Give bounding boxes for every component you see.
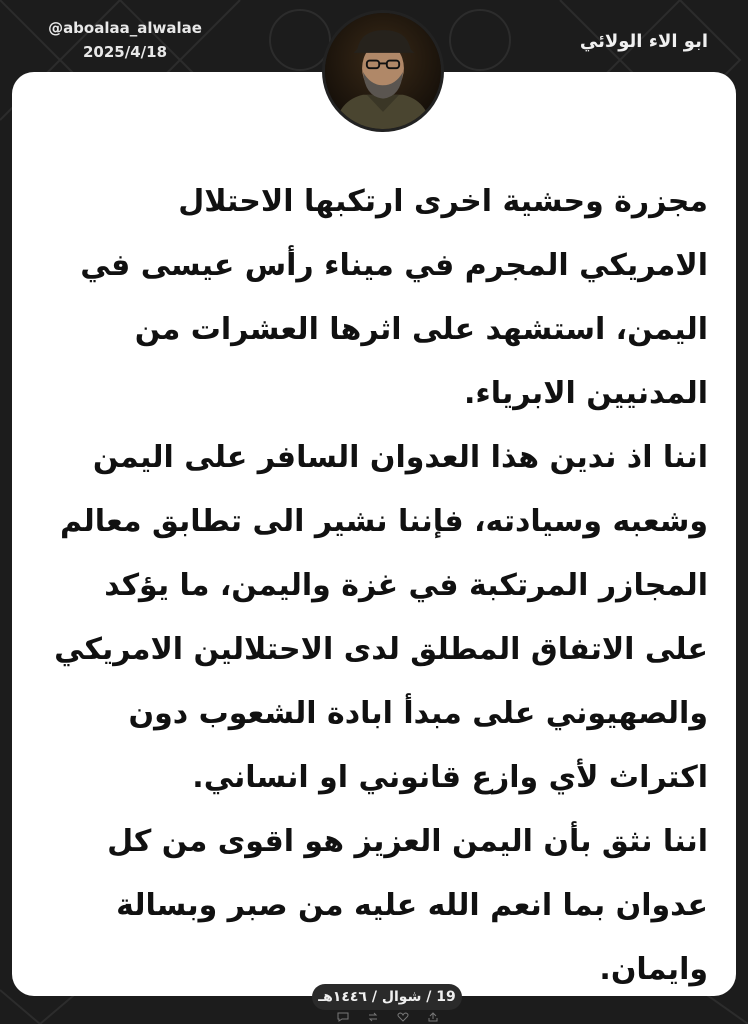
tweet-actions xyxy=(328,1011,448,1023)
statement-paragraph: اننا اذ ندين هذا العدوان السافر على اليمن وشعبه وسيادته، فإننا نشير الى تطابق معالم المجازر المرتكبة في غزة واليمن، ما يؤكد على الاتفاق المطلق لدى الاحتلالين الامريكي والصهيوني على مبدأ ابادة الشعوب دون اكتراث لأي وازع قانوني او انساني. xyxy=(54,440,708,795)
account-handle[interactable]: @aboalaa_alwalae xyxy=(48,19,202,37)
reply-icon[interactable] xyxy=(337,1012,349,1022)
post-date: 2025/4/18 xyxy=(82,43,168,61)
account-display-name[interactable]: ابو الاء الولائي xyxy=(579,31,708,52)
statement-text xyxy=(48,170,708,1002)
avatar[interactable] xyxy=(322,10,444,132)
retweet-icon[interactable] xyxy=(367,1012,379,1022)
like-icon[interactable] xyxy=(397,1012,409,1022)
statement-paragraph: مجزرة وحشية اخرى ارتكبها الاحتلال الامريكي المجرم في ميناء رأس عيسى في اليمن، استشهد على اثرها العشرات من المدنيين الابرياء. xyxy=(80,184,708,411)
hijri-date-badge: 19 / شوال / ١٤٤٦هـ xyxy=(312,984,462,1010)
share-icon[interactable] xyxy=(427,1012,439,1022)
statement-paragraph: اننا نثق بأن اليمن العزيز هو اقوى من كل عدوان بما انعم الله عليه من صبر وبسالة وايمان. xyxy=(107,824,708,987)
person-avatar-icon xyxy=(325,13,441,129)
